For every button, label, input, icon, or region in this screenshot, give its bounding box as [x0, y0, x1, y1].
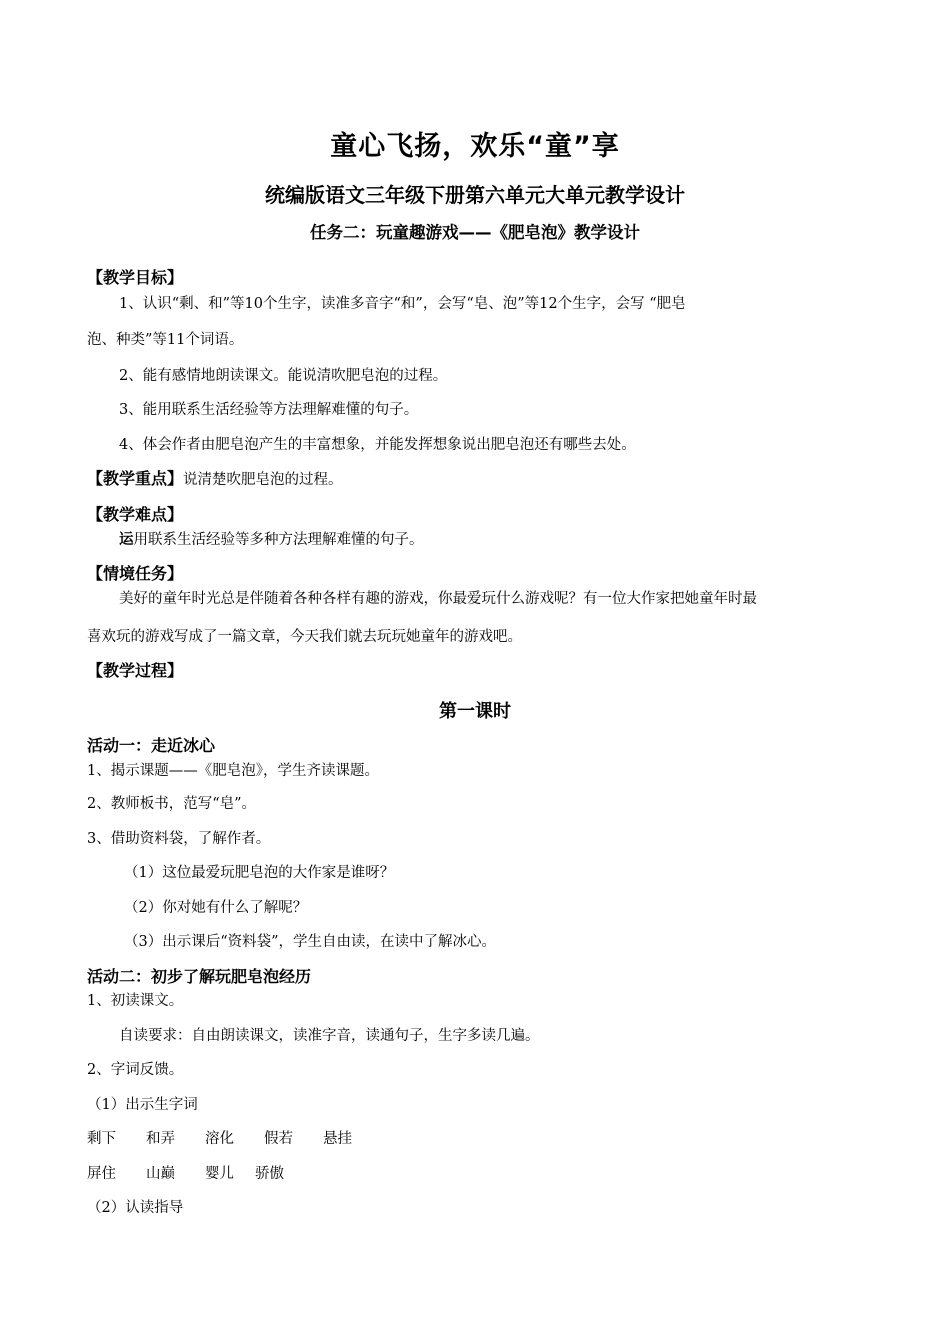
process-heading: 【教学过程】	[87, 661, 184, 680]
activity-1-title: 活动一：走近冰心	[87, 736, 216, 755]
vocab-word: 婴儿	[205, 1166, 234, 1182]
activity-1-question-2: （2）你对她有什么了解呢？	[124, 900, 308, 916]
scenario-line-1: 美好的童年时光总是伴随着各种各样有趣的游戏，你最爱玩什么游戏呢？有一位大作家把她童年时最	[119, 591, 757, 607]
activity-2-step-1: 1、初读课文。	[87, 993, 184, 1009]
activity-1-step-2: 2、教师板书，范写“皂”。	[87, 796, 257, 812]
objective-1-line-1: 1、认识“剩、和”等10个生字，读准多音字“和”，会写“皂、泡”等12个生字，会写 “肥皂	[119, 296, 686, 312]
objective-3: 3、能用联系生活经验等方法理解难懂的句子。	[119, 402, 419, 418]
vocab-word: 溶化	[205, 1131, 234, 1147]
document-title: 童心飞扬，欢乐“童”享	[330, 131, 620, 162]
difficulty-text-rest: 用联系生活经验等多种方法理解难懂的句子。	[133, 532, 424, 548]
activity-1-step-3: 3、借助资料袋，了解作者。	[87, 831, 271, 847]
vocab-row-1	[87, 1129, 382, 1149]
document-subtitle: 统编版语文三年级下册第六单元大单元教学设计	[265, 183, 685, 207]
activity-1-question-1: （1）这位最爱玩肥皂泡的大作家是谁呀？	[124, 865, 395, 881]
vocab-word: 剩下	[87, 1131, 116, 1147]
vocab-word: 山巅	[146, 1166, 175, 1182]
vocab-word: 骄傲	[255, 1166, 284, 1182]
scenario-line-2: 喜欢玩的游戏写成了一篇文章，今天我们就去玩玩她童年的游戏吧。	[87, 629, 522, 645]
difficulty-heading: 【教学难点】	[87, 505, 184, 524]
vocab-word: 悬挂	[323, 1131, 352, 1147]
activity-2-step-2: 2、字词反馈。	[87, 1062, 184, 1078]
difficulty-text	[119, 530, 424, 550]
lesson-title: 第一课时	[439, 701, 511, 722]
activity-1-question-3: （3）出示课后“资料袋”，学生自由读，在读中了解冰心。	[124, 934, 497, 950]
vocab-row-2	[87, 1164, 314, 1184]
objective-1-line-2: 泡、种类”等11个词语。	[87, 332, 244, 348]
objective-2: 2、能有感情地朗读课文。能说清吹肥皂泡的过程。	[119, 368, 448, 384]
activity-2-requirement: 自读要求：自由朗读课文，读准字音，读通句子，生字多读几遍。	[119, 1028, 540, 1044]
scenario-heading: 【情境任务】	[87, 564, 184, 583]
vocab-word: 和弄	[146, 1131, 175, 1147]
task-title: 任务二：玩童趣游戏——《肥皂泡》教学设计	[310, 223, 640, 242]
activity-2-sub-1: （1）出示生字词	[87, 1097, 198, 1113]
activity-2-sub-2: （2）认读指导	[87, 1200, 184, 1216]
objectives-heading: 【教学目标】	[87, 268, 184, 287]
activity-2-title: 活动二：初步了解玩肥皂泡经历	[87, 967, 312, 986]
key-point-text: 说清楚吹肥皂泡的过程。	[183, 472, 343, 488]
key-point-heading: 【教学重点】	[87, 469, 184, 488]
activity-1-step-1: 1、揭示课题——《肥皂泡》，学生齐读课题。	[87, 763, 379, 779]
objective-4: 4、体会作者由肥皂泡产生的丰富想象，并能发挥想象说出肥皂泡还有哪些去处。	[119, 437, 636, 453]
vocab-word: 假若	[264, 1131, 293, 1147]
key-point-row	[87, 469, 343, 490]
vocab-word: 屏住	[87, 1166, 116, 1182]
difficulty-text-bold: 运	[119, 532, 134, 548]
